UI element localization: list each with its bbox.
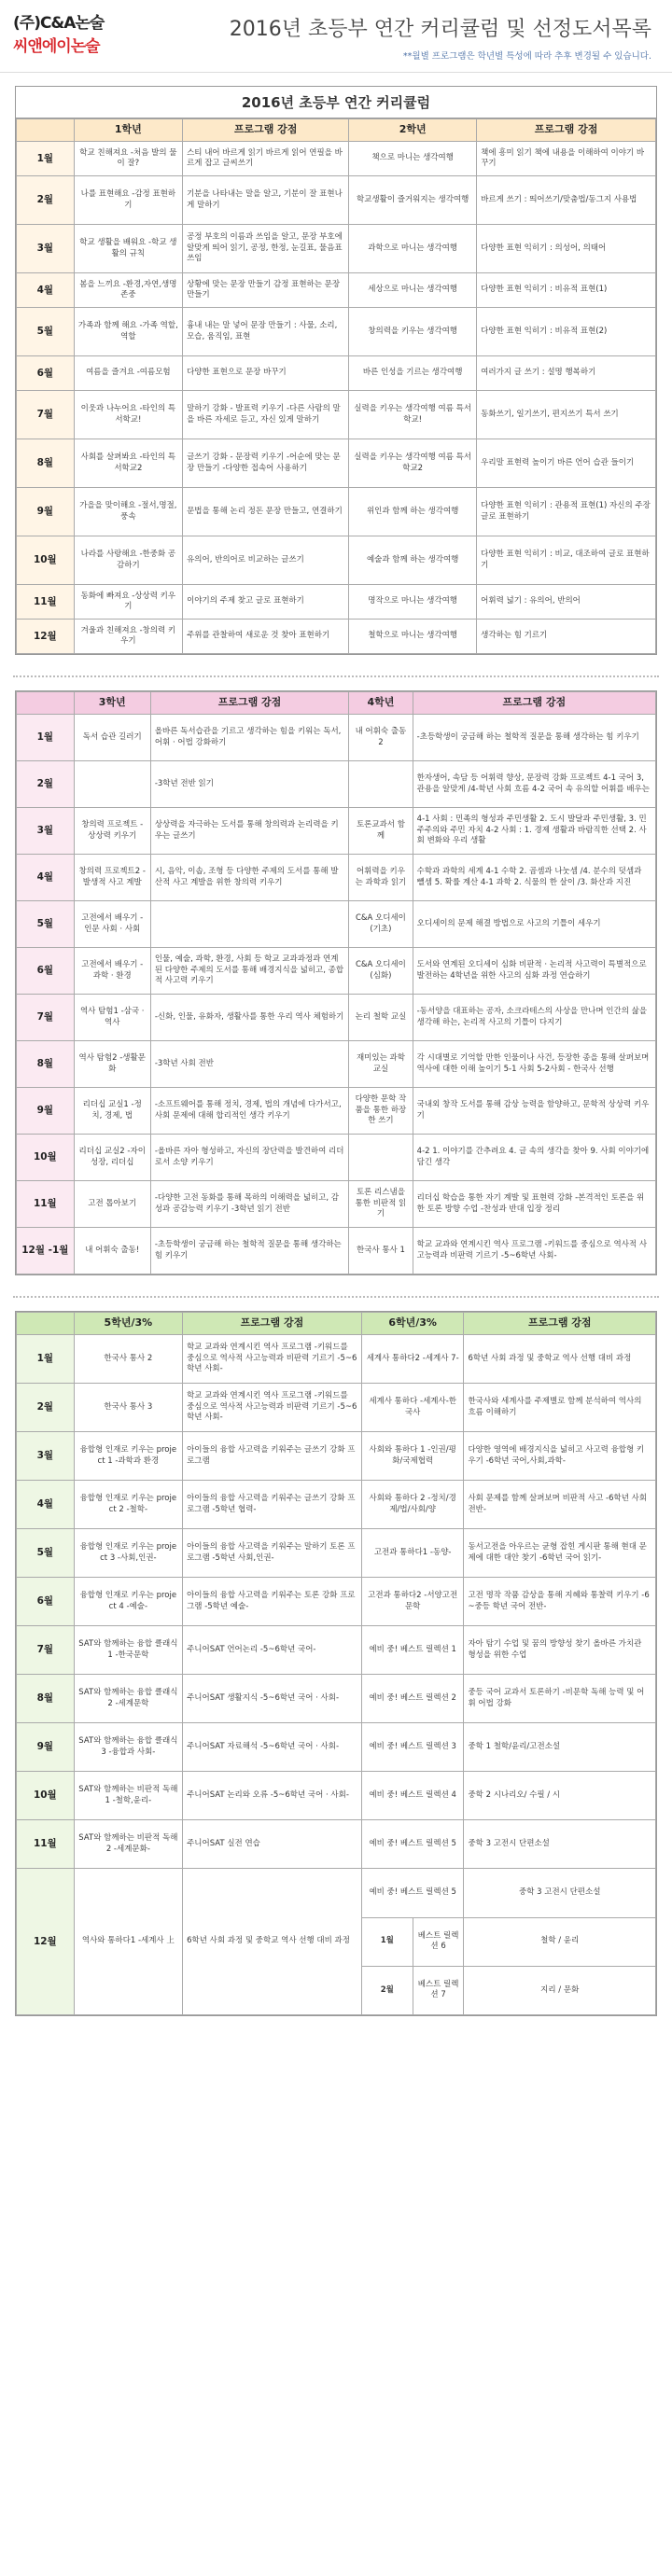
upper-grade-topic-cell: 사회와 통하다 2 -정치/경제/법/사회/양 xyxy=(361,1481,464,1529)
upper-grade-topic-cell: 토론교과서 함께 xyxy=(349,808,413,855)
table-header-row xyxy=(17,1313,656,1335)
lower-grade-strength-cell: -다양한 고전 동화를 통해 목하의 이해력을 넓히고, 감성과 공감능력 키우기 -3학년 읽기 전반 xyxy=(150,1181,348,1228)
table-row xyxy=(17,1626,656,1675)
header-cell xyxy=(17,1313,75,1335)
table-row xyxy=(17,536,656,585)
page-header xyxy=(0,0,672,73)
lower-grade-topic-cell: 고전 톱아보기 xyxy=(74,1181,150,1228)
month-cell: 5월 xyxy=(17,1529,75,1578)
table-row xyxy=(17,273,656,308)
sub-month: 1월 xyxy=(362,1917,413,1966)
lower-grade-topic-cell: 가족과 함께 해요 -가족 역할, 역할 xyxy=(74,308,182,356)
upper-grade-topic-cell: 고전과 통하다1 -동양- xyxy=(361,1529,464,1578)
upper-grade-topic-cell: 재미있는 과학교실 xyxy=(349,1041,413,1088)
lower-grade-topic-cell: 창의력 프로젝트2 -발생적 사고 계발 xyxy=(74,855,150,901)
upper-grade-topic-cell: 실력을 키우는 생각여행 여름 특서학교2 xyxy=(349,439,477,488)
upper-grade-topic-cell: 예비 중! 베스트 릴렉션 4 xyxy=(361,1772,464,1820)
table-row xyxy=(17,948,656,995)
table-header-row xyxy=(17,119,656,142)
upper-grade-topic: 예비 중! 베스트 릴렉션 5 xyxy=(362,1869,464,1917)
header-cell xyxy=(17,119,75,142)
logo-line2: 씨앤에이논술 xyxy=(13,37,100,56)
lower-grade-strength-cell: 스티 내어 바르게 읽기 바르게 읽어 연필을 바르게 잡고 글씨쓰기 xyxy=(183,142,349,176)
sub-strength-table xyxy=(464,1869,655,2014)
upper-grade-strength-cell: -초등학생이 궁금해 하는 철학적 질문을 통해 생각하는 힘 키우기 xyxy=(413,715,655,761)
upper-grade-strength-cell: 6학년 사회 과정 및 중학교 역사 선행 대비 과정 xyxy=(464,1335,656,1384)
lower-grade-strength-cell: -초등학생이 궁금해 하는 철학적 질문을 통해 생각하는 힘 키우기 xyxy=(150,1228,348,1274)
table-row xyxy=(17,1723,656,1772)
lower-grade-topic-cell: 고전에서 배우기 -인문 사회 · 사회 xyxy=(74,901,150,948)
upper-grade-strength-cell: 중학 2 시나리오/ 수필 / 시 xyxy=(464,1772,656,1820)
lower-grade-topic-cell: 동화에 빠져요 -상상력 키우기 xyxy=(74,585,182,620)
lower-grade-strength-cell: 상황에 맞는 문장 만들기 감정 표현하는 문장 만들기 xyxy=(183,273,349,308)
month-cell: 8월 xyxy=(17,1675,75,1723)
section-divider xyxy=(13,675,659,677)
lower-grade-strength-cell: 주니어SAT 자료해석 -5~6학년 국어 · 사회- xyxy=(183,1723,362,1772)
month-cell: 5월 xyxy=(17,308,75,356)
upper-grade-topic-cell: 토론 리스냄을 통한 비판적 읽기 xyxy=(349,1181,413,1228)
lower-grade-topic-cell: 융합형 인재로 키우는 project 1 -과학과 환경 xyxy=(74,1432,182,1481)
lower-grade-strength-cell: 공정 부호의 이름과 쓰임을 알고, 문장 부호에 알맞게 띄어 읽기, 공정, 한정, 눈길표, 물음표 쓰임 xyxy=(183,225,349,273)
upper-grade-strength-cell: 동서고전을 아우르는 균형 잡힌 게시판 통해 현대 문제에 대한 대안 찾기 -6학년 국어 읽기- xyxy=(464,1529,656,1578)
lower-grade-strength-cell: 유의어, 반의어로 비교하는 글쓰기 xyxy=(183,536,349,585)
upper-grade-strength-cell: 오디세이의 문제 해결 방법으로 사고의 기틀이 세우기 xyxy=(413,901,655,948)
table-row xyxy=(17,1228,656,1274)
lower-grade-strength-cell: 흉내 내는 말 넣어 문장 만들기 : 사물, 소리, 모습, 움직임, 표현 xyxy=(183,308,349,356)
upper-grade-strength-cell: 도서와 연계된 오디세이 심화 비판적 · 논리적 사고력이 특별적으로 발전하는 4학년을 위한 사고의 심화 과정 연습하기 xyxy=(413,948,655,995)
table-row xyxy=(17,356,656,391)
lower-grade-topic-cell: 역사와 통하다1 -세계사 上 xyxy=(74,1869,182,2015)
sub-book: 베스트 릴렉션 7 xyxy=(417,1979,459,2000)
table-row xyxy=(17,1432,656,1481)
table-row xyxy=(17,308,656,356)
upper-grade-topic-cell: 과학으로 마니는 생각여행 xyxy=(349,225,477,273)
upper-grade-strength-cell: 다양한 표현 익히기 : 비유적 표현(2) xyxy=(477,308,656,356)
table-row xyxy=(17,1675,656,1723)
upper-grade-topic-cell: 명작으로 마니는 생각여행 xyxy=(349,585,477,620)
table-row xyxy=(17,1384,656,1432)
upper-grade-topic-cell: 세계사 통하다 -세계사-한국사 xyxy=(361,1384,464,1432)
lower-grade-strength-cell: 올바른 독서습관을 기르고 생각하는 힘을 키워는 독서, 어휘 · 어법 강화하기 xyxy=(150,715,348,761)
lower-grade-strength-cell: 주니어SAT 생활지식 -5~6학년 국어 · 사회- xyxy=(183,1675,362,1723)
upper-grade-strength-cell: 학교 교과와 연계시킨 역사 프로그램 -키워드를 중심으로 역사적 사고능력과 비판력 기르기 -5~6학년 사회- xyxy=(413,1228,655,1274)
upper-grade-strength-cell: 한자생어, 속담 등 어휘력 향상, 문장력 강화 프로젝트 4-1 국어 3,관용을 알맞게 /4-학년 사회 흐름 4-2 국어 속 유의할 어휘를 배우는 xyxy=(413,761,655,808)
lower-grade-topic-cell: SAT와 함께하는 융합 클래식 2 -세계문학 xyxy=(74,1675,182,1723)
lower-grade-strength-cell: -소프트웨어를 통해 정치, 경제, 법의 개념에 다가서고, 사회 문제에 대해 합리적인 생각 키우기 xyxy=(150,1088,348,1135)
upper-grade-topic-cell xyxy=(349,1135,413,1181)
month-cell: 4월 xyxy=(17,273,75,308)
curriculum-table-grade5-6 xyxy=(16,1312,656,2015)
month-cell: 9월 xyxy=(17,1088,75,1135)
upper-grade-strength-cell: 책에 흥미 읽기 책에 내용을 이해하여 이야기 바꾸기 xyxy=(477,142,656,176)
table-row xyxy=(17,1578,656,1626)
upper-grade-topic-cell: 학교생활이 즐거워지는 생각여행 xyxy=(349,176,477,225)
table-row xyxy=(17,855,656,901)
lower-grade-strength-cell: 주니어SAT 언어논리 -5~6학년 국어- xyxy=(183,1626,362,1675)
sub-book: 베스트 릴렉션 6 xyxy=(413,1917,463,1966)
table-row xyxy=(17,225,656,273)
table-row xyxy=(17,1481,656,1529)
upper-grade-strength-cell: 다양한 영역에 배경지식을 넓히고 사고력 융합형 키우기 -6학년 국어,사회,과학- xyxy=(464,1432,656,1481)
header-cell xyxy=(17,692,75,715)
month-cell: 6월 xyxy=(17,948,75,995)
month-cell: 4월 xyxy=(17,855,75,901)
month-cell: 12월 xyxy=(17,1869,75,2015)
upper-grade-topic-cell: 한국사 통사 1 xyxy=(349,1228,413,1274)
upper-grade-strength-cell: 사회 문제를 함께 살펴보며 비판적 사고 -6학년 사회 전반- xyxy=(464,1481,656,1529)
lower-grade-topic-cell: 한국사 통사 3 xyxy=(74,1384,182,1432)
lower-grade-topic-cell: 가을을 맞이해요 -절서,명절,풍속 xyxy=(74,488,182,536)
lower-grade-topic-cell: 한국사 통사 2 xyxy=(74,1335,182,1384)
lower-grade-strength-cell: 다양한 표현으로 문장 바꾸기 xyxy=(183,356,349,391)
document-title: 2016년 초등부 연간 커리큘럼 및 선정도서목록 xyxy=(229,18,651,41)
table-row xyxy=(17,761,656,808)
upper-grade-strength-cell: -동서양을 대표하는 공자, 소크라테스의 사상을 만나며 인간의 삶을 생각해 하는, 논리적 사고의 기틀이 다지기 xyxy=(413,995,655,1041)
upper-grade-strength-cell: 다양한 표현 익히기 : 비교, 대조하여 글로 표현하기 xyxy=(477,536,656,585)
lower-grade-topic-cell: SAT와 함께하는 융합 클래식 3 -융합과 사회- xyxy=(74,1723,182,1772)
lower-grade-strength-cell: 상상력을 자극하는 도서를 통해 창의력과 논리력을 키우는 글쓰기 xyxy=(150,808,348,855)
lower-grade-strength-cell: -3학년 전반 읽기 xyxy=(150,761,348,808)
header-cell: 5학년/3% xyxy=(74,1313,182,1335)
upper-grade-strength-cell: 중등 국어 교과서 토론하기 -비문학 독해 능력 및 어휘 어법 강화 xyxy=(464,1675,656,1723)
lower-grade-topic-cell: 봄을 느끼요 -환경,자연,생명존중 xyxy=(74,273,182,308)
month-cell: 11월 xyxy=(17,1820,75,1869)
month-cell: 10월 xyxy=(17,536,75,585)
lower-grade-topic-cell: SAT와 함께하는 융합 클래식 1 -한국문학 xyxy=(74,1626,182,1675)
lower-grade-topic-cell: SAT와 함께하는 비판적 독해 2 -세계문화- xyxy=(74,1820,182,1869)
lower-grade-strength-cell: 아이들의 융합 사고력을 키워주는 글쓰기 강화 프로그램 -5학년 협력- xyxy=(183,1481,362,1529)
lower-grade-strength-cell: 아이들의 융합 사고력을 키워주는 글쓰기 강화 프로그램 xyxy=(183,1432,362,1481)
header-cell: 프로그램 강점 xyxy=(150,692,348,715)
table-row xyxy=(17,808,656,855)
month-cell: 10월 xyxy=(17,1135,75,1181)
lower-grade-topic-cell: 학교 생활을 배워요 -학교 생활의 규칙 xyxy=(74,225,182,273)
header-cell: 4학년 xyxy=(349,692,413,715)
month-cell: 3월 xyxy=(17,225,75,273)
upper-grade-topic-cell: 철학으로 마니는 생각여행 xyxy=(349,620,477,654)
table-row xyxy=(17,1135,656,1181)
upper-grade-topic-cell: 예비 중! 베스트 릴렉션 2 xyxy=(361,1675,464,1723)
upper-grade-topic-cell: 고전과 통하다2 -서양고전문학 xyxy=(361,1578,464,1626)
upper-grade-topic-cell: 세상으로 마니는 생각여행 xyxy=(349,273,477,308)
table-row xyxy=(17,488,656,536)
lower-grade-topic-cell: 독서 습관 길러기 xyxy=(74,715,150,761)
month-cell: 8월 xyxy=(17,1041,75,1088)
lower-grade-strength-cell: 아이들의 융합 사고력을 키워주는 말하기 토론 프로그램 -5학년 사회,인권- xyxy=(183,1529,362,1578)
month-cell: 12월 xyxy=(17,620,75,654)
header-cell: 프로그램 강점 xyxy=(183,119,349,142)
header-cell: 6학년/3% xyxy=(361,1313,464,1335)
lower-grade-strength-cell: 문법을 통해 논리 정돈 문장 만들고, 연결하기 xyxy=(183,488,349,536)
lower-grade-strength-cell: 시, 음악, 이솝, 조형 등 다양한 주제의 도서를 통해 발산적 사고 계발을 위한 창의력 키우기 xyxy=(150,855,348,901)
table-row xyxy=(17,1041,656,1088)
month-cell: 2월 xyxy=(17,761,75,808)
table-row xyxy=(17,1088,656,1135)
header-cell: 3학년 xyxy=(74,692,150,715)
lower-grade-strength-cell: 학교 교과와 연계시킨 역사 프로그램 -키워드를 중심으로 역사적 사고능력과 비판력 기르기 -5~6학년 사회- xyxy=(183,1335,362,1384)
lower-grade-strength-cell xyxy=(150,901,348,948)
lower-grade-strength-cell: 기분을 나타내는 말을 알고, 기분이 잘 표현나게 말하기 xyxy=(183,176,349,225)
lower-grade-topic-cell: 창의력 프로젝트 -상상력 키우기 xyxy=(74,808,150,855)
month-cell: 1월 xyxy=(17,1335,75,1384)
lower-grade-strength-cell: 아이들의 융합 사고력을 키워주는 토론 강화 프로그램 -5학년 예술- xyxy=(183,1578,362,1626)
upper-grade-topic-cell: 책으로 마니는 생각여행 xyxy=(349,142,477,176)
upper-grade-topic-cell: 위인과 함께 하는 생각여행 xyxy=(349,488,477,536)
lower-grade-topic-cell: 역사 탐험2 -생활문화 xyxy=(74,1041,150,1088)
upper-grade-strength-cell: 자아 탐기 수업 및 꿈의 방향성 찾기 올바른 가치관 형성을 위한 수업 xyxy=(464,1626,656,1675)
month-cell: 11월 xyxy=(17,1181,75,1228)
month-cell: 3월 xyxy=(17,808,75,855)
header-cell: 프로그램 강점 xyxy=(477,119,656,142)
table-row xyxy=(17,142,656,176)
section-divider xyxy=(13,1296,659,1298)
upper-grade-topic-cell: 실력을 키우는 생각여행 여름 특서학교! xyxy=(349,391,477,439)
upper-grade-topic-cell: 창의력을 키우는 생각여행 xyxy=(349,308,477,356)
upper-grade-strength-cell: 우리말 표현력 높이기 바른 언어 습관 들이기 xyxy=(477,439,656,488)
month-cell: 6월 xyxy=(17,1578,75,1626)
curriculum-panel-grade5-6 xyxy=(15,1311,657,2016)
upper-grade-strength-cell: 중학 3 고전시 단편소설 xyxy=(464,1820,656,1869)
upper-grade-topic-cell: 예술과 함께 하는 생각여행 xyxy=(349,536,477,585)
upper-grade-strength-cell xyxy=(464,1869,656,2015)
upper-grade-strength-cell: 한국사와 세계사를 주제별로 함께 분석하여 역사의 흐름 이해하기 xyxy=(464,1384,656,1432)
sub-program: 철학 / 윤리 xyxy=(464,1917,655,1966)
sub-program: 지리 / 문화 xyxy=(540,1984,580,1995)
upper-grade-strength-cell: 다양한 표현 익히기 : 의성어, 의태어 xyxy=(477,225,656,273)
upper-grade-strength-cell: 국내외 창작 도서를 통해 감상 능력을 함양하고, 문학적 상상력 키우기 xyxy=(413,1088,655,1135)
curriculum-table-grade1-2 xyxy=(16,118,656,654)
upper-grade-strength-cell: 중학 1 철학/윤리/고전소설 xyxy=(464,1723,656,1772)
table-header-row xyxy=(17,692,656,715)
curriculum-title: 2016년 초등부 연간 커리큘럼 xyxy=(16,87,656,118)
month-cell: 7월 xyxy=(17,391,75,439)
table-row xyxy=(17,1335,656,1384)
month-cell: 9월 xyxy=(17,488,75,536)
sub-month: 2월 xyxy=(362,1966,413,2014)
lower-grade-topic-cell: 나를 표현해요 -감정 표현하기 xyxy=(74,176,182,225)
lower-grade-topic-cell: 리더십 교실2 -자이성장, 리더십 xyxy=(74,1135,150,1181)
month-cell: 4월 xyxy=(17,1481,75,1529)
table-row xyxy=(17,715,656,761)
month-cell: 9월 xyxy=(17,1723,75,1772)
upper-grade-topic-cell: 내 어휘숙 출동2 xyxy=(349,715,413,761)
month-cell: 2월 xyxy=(17,1384,75,1432)
lower-grade-strength-cell: 글쓰기 강화 - 문장력 키우기 -어순에 맞는 문장 만들기 -다양한 접속어 사용하기 xyxy=(183,439,349,488)
lower-grade-topic-cell: 융합형 인재로 키우는 project 4 -예술- xyxy=(74,1578,182,1626)
month-cell: 2월 xyxy=(17,176,75,225)
table-row xyxy=(17,585,656,620)
upper-grade-topic-cell: 예비 중! 베스트 릴렉션 5 xyxy=(361,1820,464,1869)
lower-grade-strength-cell: 이야기의 주제 찾고 글로 표현하기 xyxy=(183,585,349,620)
upper-grade-strength-cell: 생각하는 힘 기르기 xyxy=(477,620,656,654)
month-cell: 1월 xyxy=(17,715,75,761)
month-cell: 3월 xyxy=(17,1432,75,1481)
lower-grade-topic-cell: 겨울과 친해져요 -창의력 키우기 xyxy=(74,620,182,654)
upper-grade-strength-cell: 고전 명작 작품 감상을 통해 지혜와 통찰력 키우기 -6~중등 학년 국어 전반- xyxy=(464,1578,656,1626)
lower-grade-strength-cell: 말하기 강화 - 발표력 키우기 -다른 사람의 말을 바른 자세로 듣고, 자신 있게 말하기 xyxy=(183,391,349,439)
lower-grade-topic-cell: 이웃과 나누어요 -타인의 특서학교! xyxy=(74,391,182,439)
upper-grade-strength-cell: 다양한 표현 익히기 : 관용적 표현(1) 자신의 주장 글로 표현하기 xyxy=(477,488,656,536)
table-row xyxy=(17,995,656,1041)
upper-grade-topic-cell: 예비 중! 베스트 릴렉션 3 xyxy=(361,1723,464,1772)
month-cell: 11월 xyxy=(17,585,75,620)
lower-grade-topic-cell: 사회를 살펴봐요 -타인의 특서학교2 xyxy=(74,439,182,488)
header-cell: 1학년 xyxy=(74,119,182,142)
month-cell: 10월 xyxy=(17,1772,75,1820)
header-cell: 프로그램 강점 xyxy=(413,692,655,715)
lower-grade-topic-cell: 리더십 교실1 -정치, 경제, 법 xyxy=(74,1088,150,1135)
lower-grade-strength-cell: -올바른 자아 형성하고, 자신의 장단력을 발견하여 리더로서 소양 키우기 xyxy=(150,1135,348,1181)
lower-grade-strength-cell: 주위를 관찰하여 새로운 것 찾아 표현하기 xyxy=(183,620,349,654)
table-row xyxy=(17,1869,656,2015)
logo xyxy=(13,7,116,58)
lower-grade-strength-cell: 주니어SAT 논리와 오류 -5~6학년 국어 · 사회- xyxy=(183,1772,362,1820)
upper-grade-topic-cell: 논리 철학 교실 xyxy=(349,995,413,1041)
upper-grade-strength: 중학 3 고전시 단편소설 xyxy=(464,1869,655,1917)
lower-grade-strength-cell: 주니어SAT 실전 연습 xyxy=(183,1820,362,1869)
upper-grade-strength-cell: 수학과 과학의 세계 4-1 수학 2. 곱셈과 나눗셈 /4. 분수의 덧셈과 뺄셈 5. 확률 계산 4-1 과학 2. 식물의 한 살이 /3. 화산과 지진 xyxy=(413,855,655,901)
lower-grade-topic-cell xyxy=(74,761,150,808)
upper-grade-topic-cell: 바른 인성을 기르는 생각여행 xyxy=(349,356,477,391)
lower-grade-topic-cell: 융합형 인재로 키우는 project 3 -사회,인권- xyxy=(74,1529,182,1578)
upper-grade-strength-cell: 여러가지 글 쓰기 : 설명 행복하기 xyxy=(477,356,656,391)
upper-grade-topic-cell xyxy=(361,1869,464,2015)
table-row xyxy=(17,1529,656,1578)
lower-grade-topic-cell: 고전에서 배우기 -과학 · 환경 xyxy=(74,948,150,995)
curriculum-table-grade3-4 xyxy=(16,691,656,1274)
table-row xyxy=(17,901,656,948)
table-row xyxy=(17,391,656,439)
upper-grade-strength-cell: 4-2 1. 이야기를 간추려요 4. 글 속의 생각을 찾아 9. 사회 이야기에 담긴 생각 xyxy=(413,1135,655,1181)
upper-grade-topic-cell: 예비 중! 베스트 릴렉션 1 xyxy=(361,1626,464,1675)
upper-grade-topic-cell: 사회와 통하다 1 -인권/평화/국제협력 xyxy=(361,1432,464,1481)
lower-grade-topic-cell: SAT와 함께하는 비판적 독해 1 -철학,윤리- xyxy=(74,1772,182,1820)
upper-grade-topic-cell: C&A 오디세이 (기초) xyxy=(349,901,413,948)
header-cell: 프로그램 강점 xyxy=(183,1313,362,1335)
logo-line1: (주)C&A논술 xyxy=(13,14,105,33)
table-row xyxy=(17,1772,656,1820)
upper-grade-strength-cell: 리더십 학습을 통한 자기 계발 및 표현력 강화 -본격적인 토론을 위한 토론 방향 수업 -찬성과 반대 입장 정리 xyxy=(413,1181,655,1228)
sub-row xyxy=(362,1966,464,2014)
lower-grade-strength-cell: 인물, 예술, 과학, 환경, 사회 등 학교 교과과정과 연계된 다양한 주제의 도서를 통해 배경지식을 넓히고, 종합적 사고력 키우기 xyxy=(150,948,348,995)
table-row xyxy=(17,439,656,488)
curriculum-panel-grade3-4 xyxy=(15,690,657,1275)
header-cell: 프로그램 강점 xyxy=(464,1313,656,1335)
month-cell: 6월 xyxy=(17,356,75,391)
curriculum-panel-grade1-2 xyxy=(15,86,657,655)
month-cell: 8월 xyxy=(17,439,75,488)
lower-grade-topic-cell: 내 어휘숙 출동! xyxy=(74,1228,150,1274)
upper-grade-strength-cell: 바르게 쓰기 : 띄어쓰기/맞춤법/동그지 사용법 xyxy=(477,176,656,225)
table-row xyxy=(17,620,656,654)
upper-grade-topic-cell: C&A 오디세이 (심화) xyxy=(349,948,413,995)
month-cell: 7월 xyxy=(17,995,75,1041)
lower-grade-topic-cell: 융합형 인재로 키우는 project 2 -철학- xyxy=(74,1481,182,1529)
upper-grade-strength-cell: 각 시대별로 기억할 만한 인물이나 사건, 등장한 종을 통해 살펴보며 역사에 대한 이해 높이기 5-1 사회 5-2사회 - 한국사 선행 xyxy=(413,1041,655,1088)
lower-grade-topic-cell: 여름을 즐겨요 -여름모험 xyxy=(74,356,182,391)
upper-grade-topic-cell: 어휘력을 키우는 과학과 읽기 xyxy=(349,855,413,901)
month-cell: 12월 -1월 xyxy=(17,1228,75,1274)
sub-row xyxy=(362,1917,464,1966)
table-row xyxy=(17,1820,656,1869)
upper-grade-strength-cell: 다양한 표현 익히기 : 비유적 표현(1) xyxy=(477,273,656,308)
month-cell: 7월 xyxy=(17,1626,75,1675)
lower-grade-topic-cell: 학교 친해져요 -처음 발의 물이 잘? xyxy=(74,142,182,176)
upper-grade-strength-cell: 동화쓰기, 일기쓰기, 편지쓰기 특서 쓰기 xyxy=(477,391,656,439)
table-row xyxy=(17,176,656,225)
lower-grade-strength-cell: 6학년 사회 과정 및 중학교 역사 선행 대비 과정 xyxy=(183,1869,362,2015)
sub-schedule-table xyxy=(362,1869,464,2014)
upper-grade-topic-cell: 세계사 통하다2 -세계사 7- xyxy=(361,1335,464,1384)
lower-grade-strength-cell: -3학년 사회 전반 xyxy=(150,1041,348,1088)
table-row xyxy=(17,1181,656,1228)
upper-grade-strength-cell: 어휘력 넓기 : 유의어, 반의어 xyxy=(477,585,656,620)
lower-grade-strength-cell: 학교 교과와 연계시킨 역사 프로그램 -키워드를 중심으로 역사적 사고능력과 비판력 기르기 -5~6학년 사회- xyxy=(183,1384,362,1432)
upper-grade-topic-cell xyxy=(349,761,413,808)
schedule-note: **월별 프로그램은 학년별 특성에 따라 추후 변경될 수 있습니다. xyxy=(402,51,651,62)
upper-grade-topic-cell: 다양한 문학 작품을 통한 하장한 쓰기 xyxy=(349,1088,413,1135)
lower-grade-strength-cell: -신화, 인물, 유화자, 생활사를 통한 우리 역사 체험하기 xyxy=(150,995,348,1041)
header-cell: 2학년 xyxy=(349,119,477,142)
month-cell: 1월 xyxy=(17,142,75,176)
month-cell: 5월 xyxy=(17,901,75,948)
lower-grade-topic-cell: 나라를 사랑해요 -한중화 공감하기 xyxy=(74,536,182,585)
upper-grade-strength-cell: 4-1 사회 : 민족의 형성과 주민생활 2. 도시 발달과 주민생활, 3. 민주주의와 주민 자치 4-2 사회 : 1. 경제 생활과 바람직한 선택 2. 사회 변화와 우리 생활 xyxy=(413,808,655,855)
lower-grade-topic-cell: 역사 탐험1 -삼국 · 역사 xyxy=(74,995,150,1041)
